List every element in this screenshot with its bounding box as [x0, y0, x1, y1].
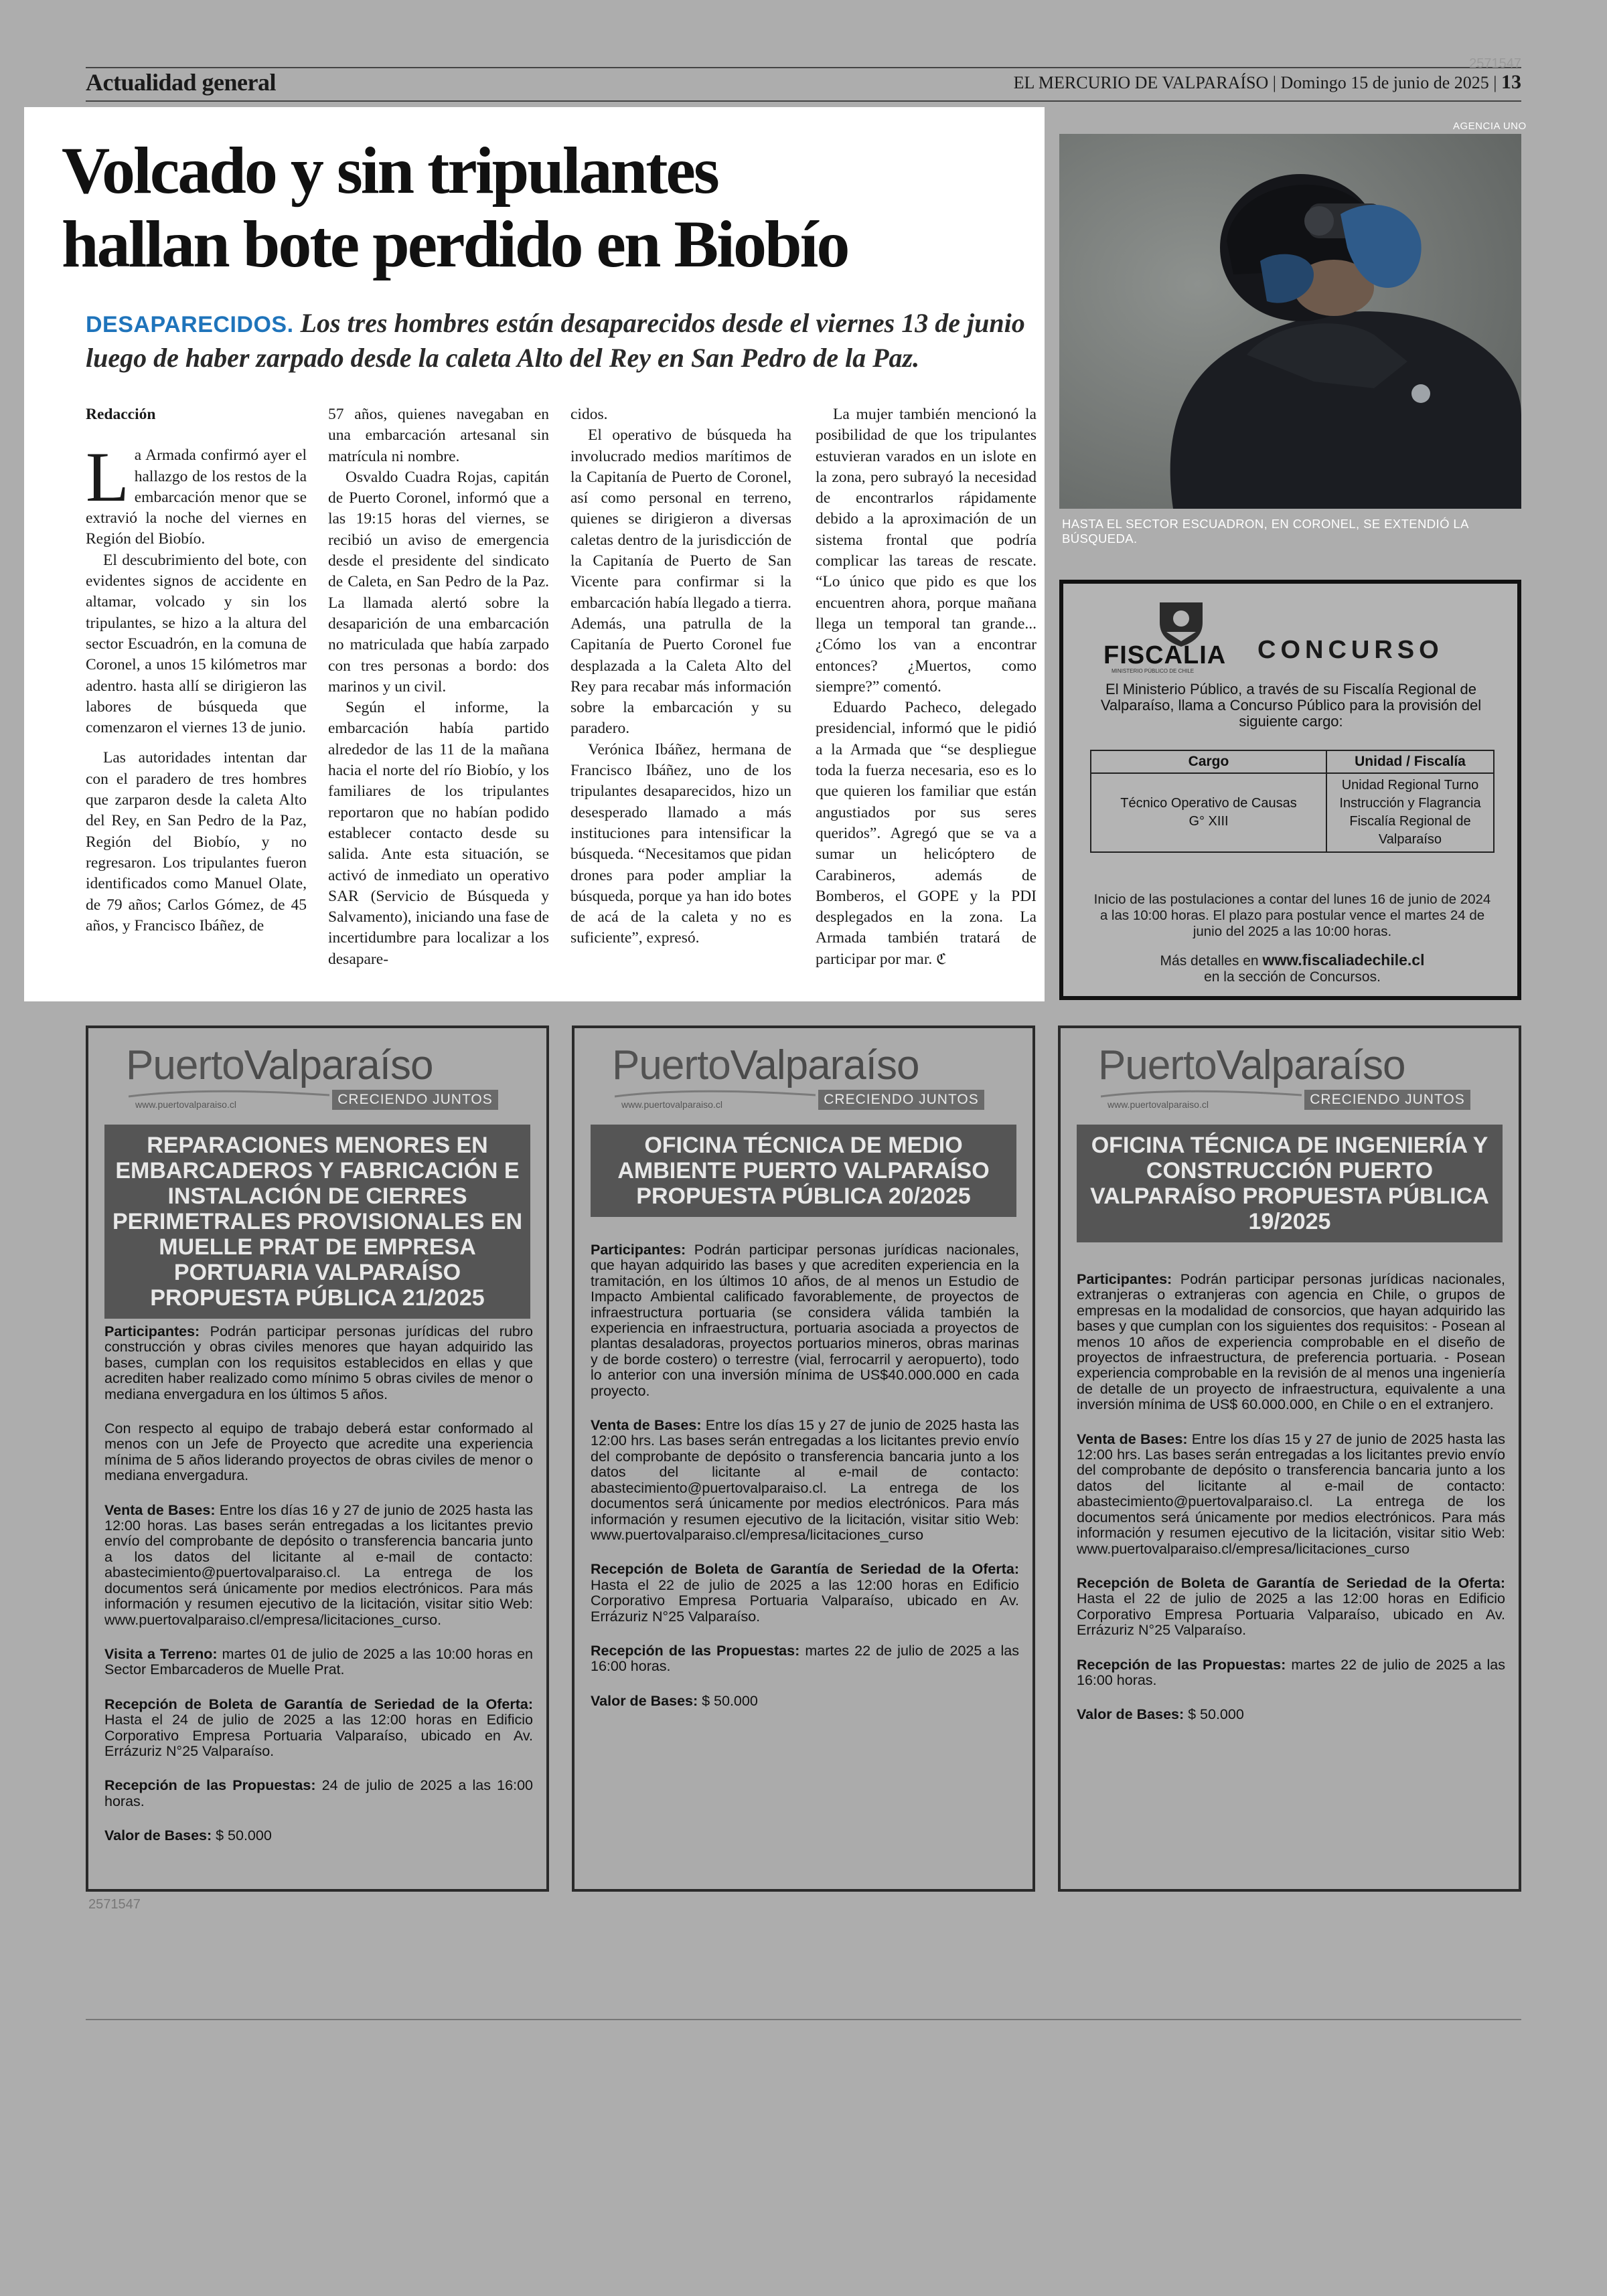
paragraph: Según el informe, la embarcación había partido alrededor de las 11 de la mañana hacia el norte del río Biobío, y los familiares de los tripulantes reportaron que no habían podido establecer contacto desde su salida. Ante esta situación, se activó de inmediato un operativo SAR (Servicio de Búsqueda y Salvamento), iniciando una fase de incertidumbre para localizar a los desapare-	[328, 699, 549, 968]
article-column-2	[328, 404, 549, 970]
ad-url: www.puertovalparaiso.cl	[1107, 1099, 1209, 1110]
port-ad-21	[86, 1026, 549, 1892]
headline-line-2: hallan bote perdido en Biobío	[62, 207, 848, 281]
ad-url: www.puertovalparaiso.cl	[621, 1099, 722, 1110]
unidad-cell: Unidad Regional Turno Instrucción y Flagrancia Fiscalía Regional de Valparaíso	[1326, 773, 1494, 852]
puerto-valparaiso-logo: PuertoValparaíso	[612, 1042, 919, 1088]
article-photo	[1059, 134, 1521, 509]
drop-cap: L	[86, 438, 129, 517]
page-number: 13	[1501, 71, 1521, 93]
ad-title: OFICINA TÉCNICA DE MEDIO AMBIENTE PUERTO VALPARAÍSO PROPUESTA PÚBLICA 20/2025	[591, 1125, 1016, 1217]
article-column-3	[570, 404, 791, 949]
ad-title: REPARACIONES MENORES EN EMBARCADEROS Y FABRICACIÓN E INSTALACIÓN DE CIERRES PERIMETRALES PROVISIONALES EN MUELLE PRAT DE EMPRESA PORTUARIA VALPARAÍSO PROPUESTA PÚBLICA 21/2025	[104, 1125, 530, 1319]
fiscalia-name: FISCALIA	[1103, 641, 1227, 669]
header-top-rule	[86, 67, 1521, 68]
ad-slogan: CRECIENDO JUNTOS	[332, 1090, 498, 1110]
end-mark-icon: ℭ	[936, 951, 947, 968]
issue-date: Domingo 15 de junio de 2025	[1280, 73, 1489, 92]
deck-text: Los tres hombres están desaparecidos desde el viernes 13 de junio luego de haber zarpado desde la caleta Alto del Rey en San Pedro de la Paz.	[86, 308, 1025, 373]
headline	[62, 134, 1026, 281]
concurso-intro: El Ministerio Público, a través de su Fiscalía Regional de Valparaíso, llama a Concurso Público para la provisión del siguiente cargo:	[1100, 681, 1482, 730]
paragraph: cidos.	[570, 406, 608, 423]
port-ad-19	[1058, 1026, 1521, 1892]
ad-body: Participantes: Podrán participar personas jurídicas nacionales, que hayan adquirido las bases y que acrediten experiencia en la tramitación, en los últimos 10 años, de al menos un Estudio de Impacto Ambiental calificado favorablemente, de proyectos de infraestructura portuaria (se considera válida también la experiencia en infraestructura, portuaria asociada a proyectos de plantas desaladoras, proyectos portuarios mineros, obras marinas y de borde costero) o terrestre (vial, ferrocarril y aeropuerto), todo lo anterior con una inversión mínima de US$40.000.000 en cada proyecto. Venta de Bases: Entre los días 15 y 27 de junio de 2025 hasta las 12:00 hrs. Las bases serán entregadas a los licitantes previo envío del comprobante de depósito o transferencia bancaria junto a los datos del licitante al e-mail de contacto: abastecimiento@puertovalparaiso.cl. La entrega de los documentos será únicamente por medios electrónicos. Para más información y resumen ejecutivo de la licitación, visitar sitio Web: www.puertovalparaiso.cl/empresa/licitaciones_curso Recepción de Boleta de Garantía de Seriedad de la Oferta: Hasta el 22 de julio de 2025 a las 12:00 horas en Edificio Corporativo Empresa Portuaria Valparaíso, ubicado en Av. Errázuriz N°25 Valparaíso. Recepción de las Propuestas: martes 22 de julio de 2025 a las 16:00 horas. Valor de Bases: $ 50.000	[591, 1242, 1019, 1709]
ad-body: Participantes: Podrán participar personas jurídicas nacionales, extranjeras o extranjeras con agencia en Chile, o grupos de empresas en la modalidad de consorcios, que hayan adquirido las bases y que cumplan con los siguientes dos requisitos: - Posean al menos 10 años de experiencia comprobable en el diseño de proyectos de infraestructura, de preferencia portuaria. - Posean experiencia comprobable en la revisión de al menos una ingeniería de detalle de un proyecto de infraestructura, equivalente a una inversión mínima de US$ 60.000.000, en Chile o en el extranjero. Venta de Bases: Entre los días 15 y 27 de junio de 2025 hasta las 12:00 hrs. Las bases serán entregadas a los licitantes previo envío del comprobante de depósito o transferencia bancaria junto a los datos del licitante al e-mail de contacto: abastecimiento@puertovalparaiso.cl. La entrega de los documentos será únicamente por medios electrónicos. Para más información y resumen ejecutivo de la licitación, visitar sitio Web: www.puertovalparaiso.cl/empresa/licitaciones_curso Recepción de Boleta de Garantía de Seriedad de la Oferta: Hasta el 22 de julio de 2025 a las 12:00 horas en Edificio Corporativo Empresa Portuaria Valparaíso, ubicado en Av. Errázuriz N°25 Valparaíso. Recepción de las Propuestas: martes 22 de julio de 2025 a las 16:00 horas. Valor de Bases: $ 50.000	[1077, 1271, 1505, 1723]
paragraph: Las autoridades intentan dar con el paradero de tres hombres que zarparon desde la caleta Alto del Rey, en San Pedro de la Paz, Región del Biobío, y no regresaron. Los tripulantes fueron identificados como Manuel Olate, de 79 años; Carlos Gómez, de 45 años, y Francisco Ibáñez, de	[86, 749, 307, 934]
footer-rule	[86, 2019, 1521, 2020]
fiscalia-subtitle: MINISTERIO PÚBLICO DE CHILE	[1112, 668, 1195, 674]
ad-url: www.puertovalparaiso.cl	[135, 1099, 236, 1110]
postulacion-plazo: Inicio de las postulaciones a contar del lunes 16 de junio de 2024 a las 10:00 horas. El plazo para postular vence el martes 24 de junio del 2025 a las 10:00 horas.	[1093, 892, 1491, 939]
masthead-info: EL MERCURIO DE VALPARAÍSO | Domingo 15 de junio de 2025 | 13	[1013, 71, 1521, 93]
ad-slogan: CRECIENDO JUNTOS	[1304, 1090, 1470, 1110]
puerto-valparaiso-logo: PuertoValparaíso	[1098, 1042, 1405, 1088]
header-bottom-rule	[86, 100, 1521, 102]
article-column-1	[86, 404, 307, 936]
byline: Redacción	[86, 406, 156, 423]
paragraph: La mujer también mencionó la posibilidad de que los tripulantes estuvieran varados en un islote en la zona, pero subrayó la necesidad de encontrarlos rápidamente debido a la aproximación de un sistema frontal que podría complicar las tareas de rescate. “Lo único que pido es que los encuentren ahora, porque mañana llega un temporal tan grande... ¿Cómo los van a encontrar entonces? ¿Muertos, como siempre?” comentó.	[816, 406, 1037, 695]
table-header-unidad: Unidad / Fiscalía	[1326, 750, 1494, 773]
kicker: DESAPARECIDOS.	[86, 312, 294, 337]
photo-caption: HASTA EL SECTOR ESCUADRON, EN CORONEL, SE EXTENDIÓ LA BÚSQUEDA.	[1062, 517, 1468, 546]
port-ad-20	[572, 1026, 1035, 1892]
fiscalia-ad	[1059, 580, 1521, 1000]
ad-slogan: CRECIENDO JUNTOS	[818, 1090, 984, 1110]
ad-code: 2571547	[88, 1897, 141, 1912]
newspaper-name: EL MERCURIO DE VALPARAÍSO	[1013, 73, 1269, 92]
paragraph: Eduardo Pacheco, delegado presidencial, informó que le pidió a la Armada que “se despliegue toda la fuerza necesaria, eso es lo que quieren los familiar que están angustiados por sus seres queridos”. Agregó que se va a sumar un helicóptero de Carabineros, además de Bomberos, el GOPE y la PDI desplegados en la zona. La Armada también tratará de participar por mar. ℭ	[816, 699, 1037, 968]
photo-credit: AGENCIA UNO	[1453, 120, 1527, 132]
logo-wave-icon	[129, 1088, 329, 1099]
watermark-code: 2571547	[1469, 56, 1521, 71]
paragraph: El operativo de búsqueda ha involucrado medios marítimos de la Capitanía de Puerto de Coronel, así como personal en terreno, quienes se dirigieron a diversas caletas dentro de la jurisdicción de la Capitanía de Puerto de San Vicente para confirmar si la embarcación había llegado a tierra. Además, una patrulla de la Capitanía de Puerto Coronel fue desplazada a la Caleta Alto del Rey para recabar más información sobre la embarcación y su paradero.	[570, 426, 791, 738]
article-column-4	[816, 404, 1037, 970]
article-deck	[86, 307, 1037, 375]
puerto-valparaiso-logo: PuertoValparaíso	[126, 1042, 433, 1088]
concurso-title: CONCURSO	[1257, 636, 1444, 664]
fiscalia-link[interactable]: www.fiscaliadechile.cl	[1262, 951, 1425, 969]
ad-title: OFICINA TÉCNICA DE INGENIERÍA Y CONSTRUCCIÓN PUERTO VALPARAÍSO PROPUESTA PÚBLICA 19/2025	[1077, 1125, 1503, 1242]
paragraph: La Armada confirmó ayer el hallazgo de los restos de la embarcación menor que se extravió la noche del viernes en Región del Biobío.	[86, 438, 307, 548]
table-header-cargo: Cargo	[1091, 750, 1326, 773]
paragraph: Verónica Ibáñez, hermana de Francisco Ibáñez, uno de los tripulantes desaparecidos, hizo un desesperado llamado a más instituciones para intensificar la búsqueda. “Necesitamos que pidan drones para poder ampliar la búsqueda, porque ya han ido botes de acá de la caleta y no es suficiente”, expresó.	[570, 740, 791, 947]
section-title: Actualidad general	[86, 69, 276, 96]
person-with-binoculars-photo	[1059, 134, 1521, 509]
headline-line-1: Volcado y sin tripulantes	[62, 133, 718, 208]
cargo-cell: Técnico Operativo de Causas G° XIII	[1091, 773, 1326, 852]
logo-wave-icon	[1101, 1088, 1302, 1099]
paragraph: El descubrimiento del bote, con evidentes signos de accidente en altamar, volcado y sin los tripulantes, se hizo a la altura del sector Escuadrón, en la comuna de Coronel, a unos 15 kilómetros mar adentro. hasta allí se dirigieron las labores de búsqueda que comenzaron el viernes 13 de junio.	[86, 551, 307, 737]
mas-detalles: Más detalles en www.fiscaliadechile.cl en la sección de Concursos.	[1160, 951, 1425, 985]
logo-wave-icon	[615, 1088, 816, 1099]
cargo-table	[1090, 750, 1495, 853]
paragraph: 57 años, quienes navegaban en una embarcación artesanal sin matrícula ni nombre.	[328, 406, 549, 465]
paragraph: Osvaldo Cuadra Rojas, capitán de Puerto Coronel, informó que a las 19:15 horas del viernes, se recibió un aviso de emergencia desde el presidente del sindicato de Caleta, en San Pedro de la Paz. La llamada alertó sobre la desaparición de una embarcación no matriculada que había zarpado con tres personas a bordo: dos marinos y un civil.	[328, 468, 549, 695]
ad-body: Participantes: Podrán participar personas jurídicas del rubro construcción y obras civiles menores que hayan adquirido las bases, cumplan con los requisitos establecidos en ellas y que acrediten haber realizado como mínimo 5 obras civiles de menor o mediana envergadura en los últimos 5 años. Con respecto al equipo de trabajo deberá estar conformado al menos con un Jefe de Proyecto que acredite una experiencia mínima de 5 años liderando proyectos de obras civiles de menor o mediana envergadura. Venta de Bases: Entre los días 16 y 27 de junio de 2025 hasta las 12:00 horas. Las bases serán entregadas a los licitantes previo envío del comprobante de depósito o transferencia bancaria junto a los datos del licitante al e-mail de contacto: abastecimiento@puertovalparaiso.cl. La entrega de los documentos será únicamente por medios electrónicos. Para más información y resumen ejecutivo de la licitación, visitar sitio Web: www.puertovalparaiso.cl/empresa/licitaciones_curso. Visita a Terreno: martes 01 de julio de 2025 a las 10:00 horas en Sector Embarcaderos de Muelle Prat. Recepción de Boleta de Garantía de Seriedad de la Oferta: Hasta el 24 de julio de 2025 a las 12:00 horas en Edificio Corporativo Empresa Portuaria Valparaíso, ubicado en Av. Errázuriz N°25 Valparaíso. Recepción de las Propuestas: 24 de julio de 2025 a las 16:00 horas. Valor de Bases: $ 50.000	[104, 1323, 533, 1844]
